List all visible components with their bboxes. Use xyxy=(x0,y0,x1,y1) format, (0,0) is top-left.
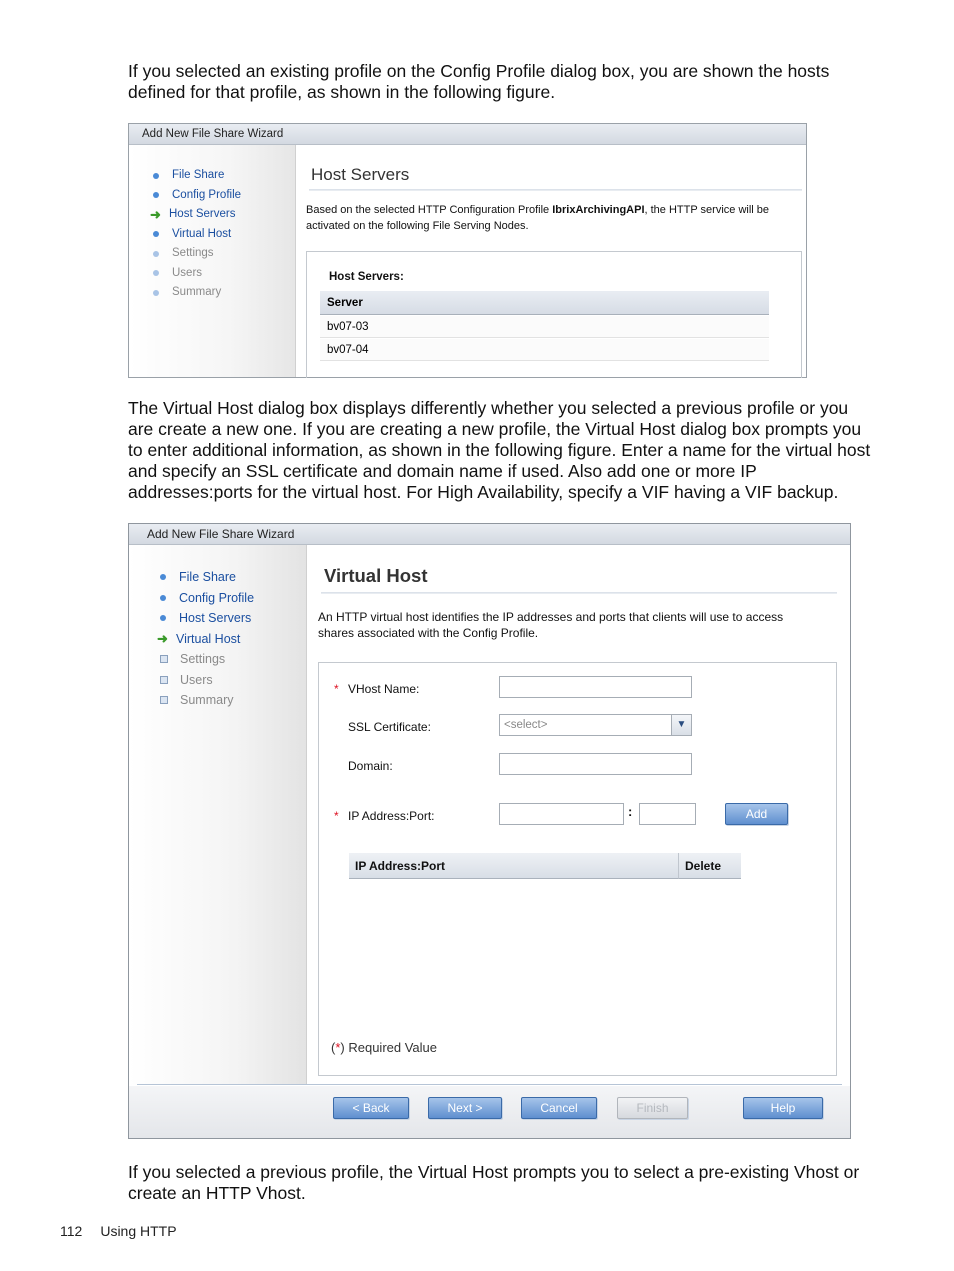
chevron-down-icon[interactable]: ▼ xyxy=(671,715,691,735)
step-virtual-host[interactable]: Virtual Host xyxy=(153,225,241,245)
title-divider xyxy=(309,189,802,191)
ssl-certificate-select[interactable] xyxy=(499,714,692,736)
finish-button[interactable]: Finish xyxy=(617,1097,688,1119)
button-bar-divider xyxy=(137,1084,842,1085)
vhost-name-input[interactable] xyxy=(499,676,692,698)
step-users: Users xyxy=(160,670,254,691)
current-step-arrow-icon: ➜ xyxy=(150,206,161,222)
page-title: Virtual Host xyxy=(324,565,428,586)
page-number: 112 xyxy=(60,1223,83,1239)
virtual-host-form xyxy=(318,662,837,1076)
description-text: Based on the selected HTTP Configuration Profile IbrixArchivingAPI, the HTTP service will be activated on the following File Serving Nodes. xyxy=(306,204,770,232)
step-settings: Settings xyxy=(160,649,254,670)
delete-column-header[interactable]: Delete xyxy=(679,853,741,879)
required-marker: * xyxy=(334,682,339,696)
step-bullet-icon xyxy=(153,192,159,198)
domain-label: Domain: xyxy=(348,759,393,773)
ip-address-port-column-header[interactable]: IP Address:Port xyxy=(349,853,679,879)
vhost-name-label: VHost Name: xyxy=(348,682,420,696)
required-marker: * xyxy=(334,809,339,823)
ssl-certificate-label: SSL Certificate: xyxy=(348,720,431,734)
server-column-header[interactable]: Server xyxy=(320,291,769,315)
table-row[interactable]: bv07-04 xyxy=(320,339,769,361)
current-step-arrow-icon: ➜ xyxy=(157,630,168,646)
table-row[interactable]: bv07-03 xyxy=(320,316,769,338)
next-button[interactable]: Next > xyxy=(428,1097,502,1119)
host-servers-figure xyxy=(128,123,807,378)
wizard-title: Add New File Share Wizard xyxy=(129,124,806,145)
step-file-share[interactable]: File Share xyxy=(160,567,254,588)
step-summary: Summary xyxy=(153,283,241,303)
step-bullet-icon xyxy=(153,231,159,237)
virtual-host-paragraph: The Virtual Host dialog box displays differently whether you selected a previous profile or you are create a new one. If you are creating a new profile, the Virtual Host dialog box prompts you to enter additional information, as shown in the following figure. Enter a name for the virtual host and specify an SSL certificate and domain name if used. Also add one or more IP addresses:ports for the virtual host. For High Availability, specify a VIF having a VIF backup. xyxy=(128,398,871,502)
host-servers-panel xyxy=(306,251,802,378)
wizard-button-bar xyxy=(129,1086,850,1138)
wizard-steps-sidebar xyxy=(129,145,296,377)
port-input[interactable] xyxy=(639,803,696,825)
step-virtual-host[interactable]: ➜ Virtual Host xyxy=(157,630,241,646)
ip-address-port-label: IP Address:Port: xyxy=(348,809,435,823)
step-users: Users xyxy=(153,264,241,284)
wizard-content xyxy=(318,545,837,1080)
page-title: Host Servers xyxy=(311,165,410,184)
step-bullet-icon xyxy=(160,595,166,601)
required-value-note: (*) Required Value xyxy=(331,1040,437,1055)
step-bullet-icon xyxy=(153,251,159,257)
step-host-servers[interactable]: ➜ Host Servers xyxy=(150,206,236,222)
closing-paragraph: If you selected a previous profile, the Virtual Host prompts you to select a pre-existing Vhost or create an HTTP Vhost. xyxy=(128,1162,860,1203)
help-button[interactable]: Help xyxy=(743,1097,823,1119)
step-settings: Settings xyxy=(153,244,241,264)
ssl-certificate-value: <select> xyxy=(504,719,548,731)
step-bullet-icon xyxy=(153,290,159,296)
page-footer xyxy=(60,1223,195,1239)
step-bullet-icon xyxy=(153,270,159,276)
section-name: Using HTTP xyxy=(100,1223,177,1239)
intro-paragraph: If you selected an existing profile on the Config Profile dialog box, you are shown the hosts defined for that profile, as shown in the following figure. xyxy=(128,61,830,102)
description-text: An HTTP virtual host identifies the IP addresses and ports that clients will use to access shares associated with the Config Profile. xyxy=(318,610,784,640)
step-host-servers[interactable]: Host Servers xyxy=(160,608,254,629)
step-bullet-icon xyxy=(160,676,168,684)
cancel-button[interactable]: Cancel xyxy=(521,1097,597,1119)
step-summary: Summary xyxy=(160,690,254,711)
step-bullet-icon xyxy=(160,615,166,621)
wizard-title: Add New File Share Wizard xyxy=(129,524,850,545)
wizard-content xyxy=(306,145,802,377)
step-config-profile[interactable]: Config Profile xyxy=(160,588,254,609)
wizard-steps-sidebar xyxy=(129,545,307,1085)
domain-input[interactable] xyxy=(499,753,692,775)
step-bullet-icon xyxy=(153,173,159,179)
title-divider xyxy=(321,592,837,594)
back-button[interactable]: < Back xyxy=(333,1097,409,1119)
profile-name: IbrixArchivingAPI xyxy=(552,204,645,216)
virtual-host-figure xyxy=(128,523,851,1139)
step-file-share[interactable]: File Share xyxy=(153,166,241,186)
step-bullet-icon xyxy=(160,696,168,704)
ip-port-separator: : xyxy=(628,804,633,819)
step-bullet-icon xyxy=(160,655,168,663)
add-button[interactable]: Add xyxy=(725,803,788,825)
step-bullet-icon xyxy=(160,574,166,580)
panel-label: Host Servers: xyxy=(329,271,404,283)
ip-address-input[interactable] xyxy=(499,803,624,825)
step-config-profile[interactable]: Config Profile xyxy=(153,186,241,206)
